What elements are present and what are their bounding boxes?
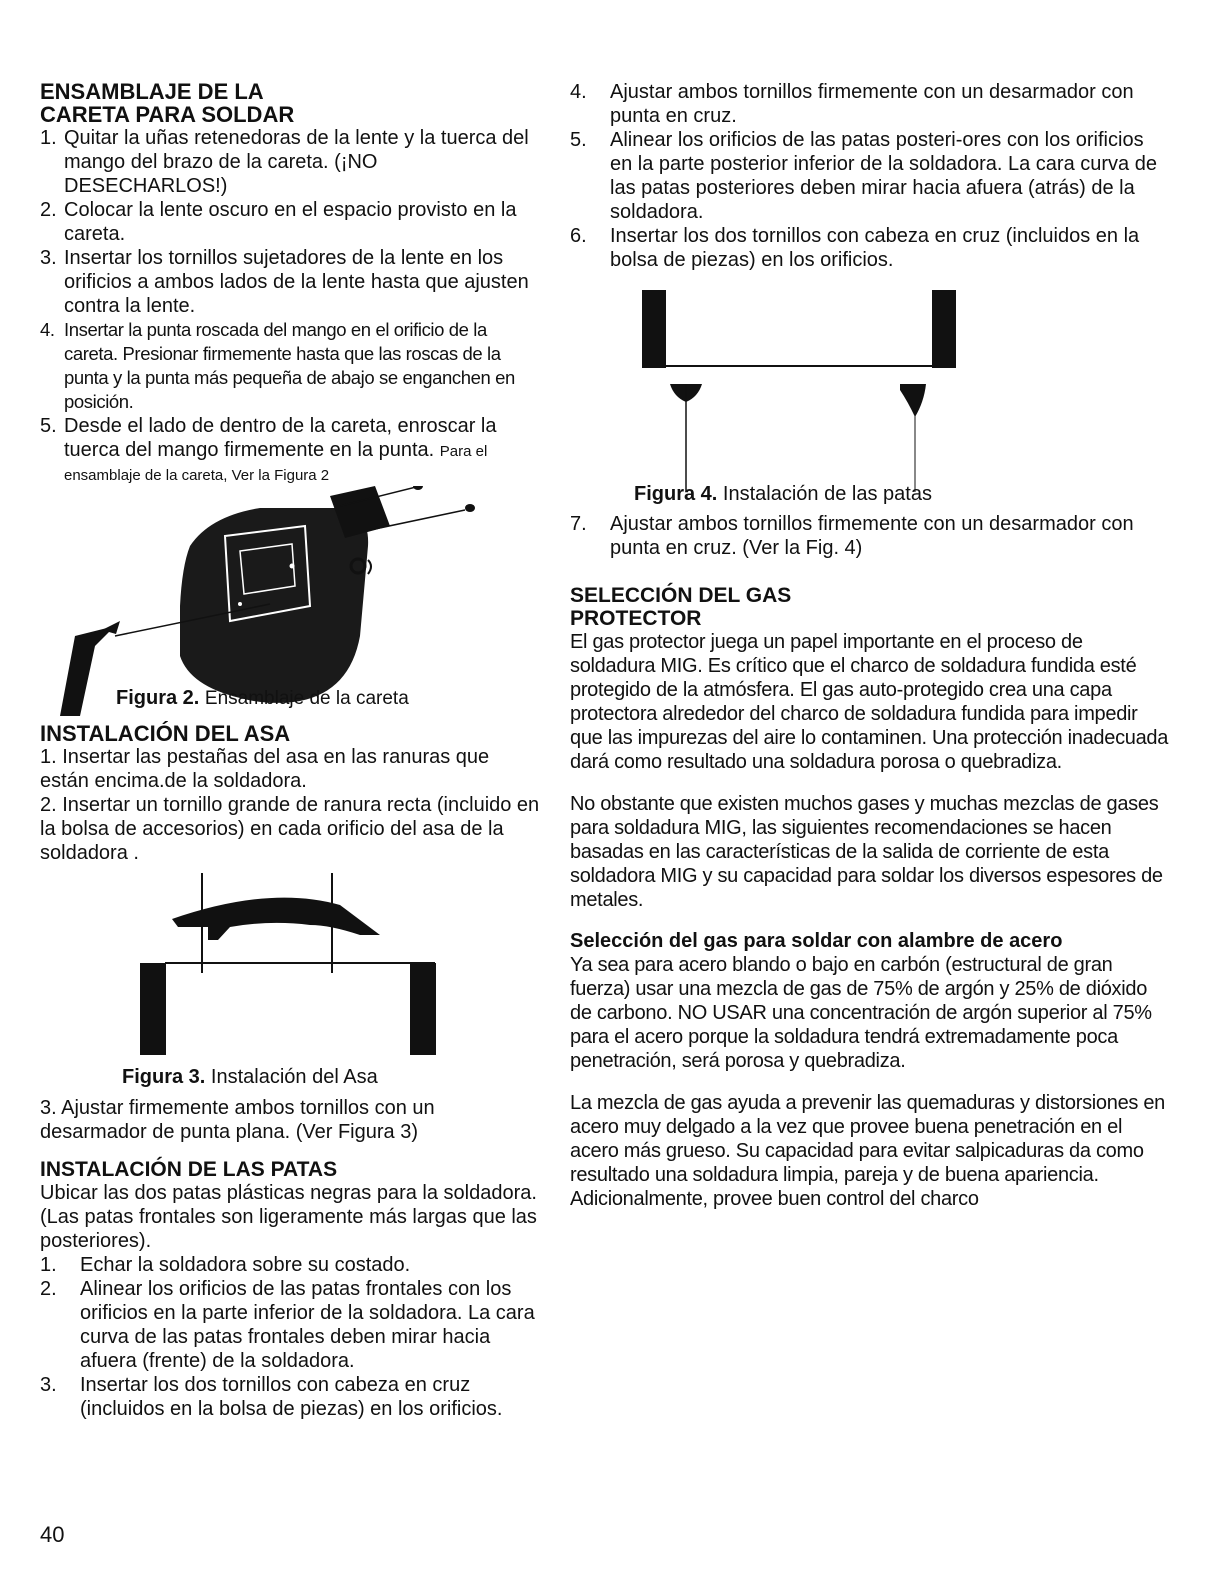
left-column	[40, 80, 540, 1421]
handle-installation-diagram	[40, 865, 540, 1065]
patas-step-1: 1. Echar la soldadora sobre su costado.	[40, 1254, 411, 1276]
patas-title: INSTALACIÓN DE LAS PATAS	[40, 1158, 338, 1181]
figure-4	[570, 272, 1170, 512]
welding-helmet-illustration	[40, 486, 540, 716]
gas-title-line1: SELECCIÓN DEL GAS	[570, 584, 792, 607]
asa-step-3: 3. Ajustar firmemente ambos tornillos con un desarmador de punta plana. (Ver Figura 3)	[40, 1097, 435, 1143]
careta-title-line2: CARETA PARA SOLDAR	[40, 102, 295, 127]
careta-step-1: 1. Quitar la uñas retenedoras de la lente y la tuerca del mango del brazo de la careta. (¡NO DESECHARLOS!)	[40, 127, 529, 197]
patas-intro: Ubicar las dos patas plásticas negras para la soldadora. (Las patas frontales son ligeramente más largas que las posteriores).	[40, 1182, 537, 1252]
careta-title-line1: ENSAMBLAJE DE LA	[40, 79, 264, 104]
patas-step-2: 2. Alinear los orificios de las patas frontales con los orificios en la parte inferior de la soldadora. La cara curva de las patas frontales deben mirar hacia afuera (frente) de la soldadora.	[40, 1278, 535, 1372]
careta-step-3: 3. Insertar los tornillos sujetadores de la lente en los orificios a ambos lados de la lente hasta que ajusten contra la lente.	[40, 247, 529, 317]
acero-title: Selección del gas para soldar con alambre de acero	[570, 930, 1063, 952]
careta-step-5: 5. Desde el lado de dentro de la careta, enroscar la tuerca del mango firmemente en la punta. Para el ensamblaje de la careta, Ver la Figura 2	[40, 415, 497, 484]
page-number: 40	[40, 1522, 65, 1547]
asa-title: INSTALACIÓN DEL ASA	[40, 721, 291, 746]
asa-step-1: 1. Insertar las pestañas del asa en las ranuras que están encima.de la soldadora.	[40, 746, 490, 792]
patas-step-4: 4. Ajustar ambos tornillos firmemente con un desarmador con punta en cruz.	[570, 81, 1134, 127]
asa-step-2: 2. Insertar un tornillo grande de ranura recta (incluido en la bolsa de accesorios) en cada orificio del asa de la soldadora .	[40, 794, 540, 864]
gas-paragraph-2: No obstante que existen muchos gases y muchas mezclas de gases para soldadura MIG, las siguientes recomendaciones se hacen basadas en las características de la salida de corriente de esta soldadora MIG y su capacidad para soldar los diversos espesores de metales.	[570, 793, 1163, 911]
gas-paragraph-1: El gas protector juega un papel importante en el proceso de soldadura MIG. Es crítico que el charco de soldadura fundida esté protegido de la atmósfera. El gas auto-protegido crea una capa protectora alrededor del charco de soldadura fundida para impedir que las impurezas del aire lo contaminen. Una protección inadecuada dará como resultado una soldadura porosa o quebradiza.	[570, 631, 1169, 773]
patas-step-3: 3. Insertar los dos tornillos con cabeza en cruz (incluidos en la bolsa de piezas) en los orificios.	[40, 1374, 503, 1420]
patas-steps-left	[40, 1253, 540, 1421]
acero-paragraph-2: La mezcla de gas ayuda a prevenir las quemaduras y distorsiones en acero muy delgado a la vez que provee buena penetración en el acero más grueso. Su capacidad para evitar salpicaduras da como resultado una soldadura limpia, pareja y de buena apariencia. Adicionalmente, provee buen control del charco	[570, 1092, 1165, 1210]
right-column	[570, 80, 1170, 1211]
patas-steps-right	[570, 80, 1170, 272]
patas-step-7-list	[570, 512, 1170, 560]
patas-step-6: 6. Insertar los dos tornillos con cabeza en cruz (incluidos en la bolsa de piezas) en los orificios.	[570, 225, 1140, 271]
legs-installation-diagram	[570, 272, 1170, 492]
figure-4-caption: Figura 4. Instalación de las patas	[634, 483, 932, 505]
careta-step-2: 2. Colocar la lente oscuro en el espacio provisto en la careta.	[40, 199, 517, 245]
figure-3-caption: Figura 3. Instalación del Asa	[122, 1066, 378, 1088]
figure-2	[40, 486, 540, 716]
gas-title-line2: PROTECTOR	[570, 607, 702, 630]
acero-paragraph-1: Ya sea para acero blando o bajo en carbón (estructural de gran fuerza) usar una mezcla de gas de 75% de argón y 25% de dióxido de carbono. NO USAR una concentración de argón superior al 75% para el acero porque la soldadura tendrá extremadamente poca penetración, será porosa y quebradiza.	[570, 954, 1152, 1072]
careta-figure-note: Para el ensamblaje de la careta, Ver la Figura 2	[64, 443, 488, 484]
careta-step-4: 4. Insertar la punta roscada del mango en el orificio de la careta. Presionar firmemente hasta que las roscas de la punta y la punta más pequeña de abajo se enganchen en posición.	[40, 319, 515, 412]
figure-3	[40, 865, 540, 1100]
patas-step-5: 5. Alinear los orificios de las patas posteri-ores con los orificios en la parte posterior inferior de la soldadora. La cara curva de las patas posteriores deben mirar hacia afuera (atrás) de la soldadora.	[570, 129, 1157, 223]
figure-2-caption: Figura 2. Ensamblaje de la careta	[116, 687, 409, 709]
patas-step-7: 7. Ajustar ambos tornillos firmemente con un desarmador con punta en cruz. (Ver la Fig. 4)	[570, 513, 1134, 559]
careta-steps	[40, 126, 540, 486]
